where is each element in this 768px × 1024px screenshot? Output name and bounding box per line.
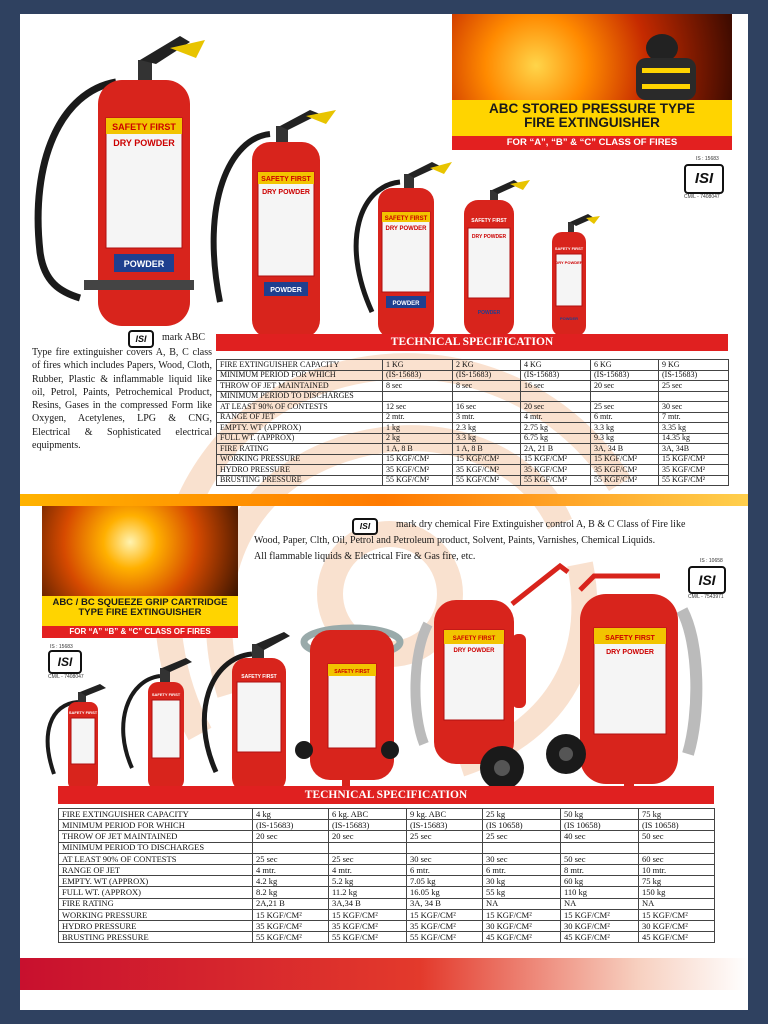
spec-cell: 30 KGF/CM²: [483, 920, 561, 931]
spec-cell: 55 kg: [483, 887, 561, 898]
top-spec-heading: TECHNICAL SPECIFICATION: [216, 334, 728, 351]
spec-cell: 4 kg: [253, 809, 329, 820]
spec-row: [59, 909, 715, 920]
spec-cell: 35 KGF/CM²: [383, 465, 453, 476]
spec-cell: 55 KGF/CM²: [253, 932, 329, 943]
spec-row-label: FIRE RATING: [217, 444, 383, 455]
spec-cell: 9.3 kg: [591, 433, 659, 444]
spec-cell: 15 KGF/CM²: [383, 454, 453, 465]
spec-cell: 45 KGF/CM²: [639, 932, 715, 943]
spec-row-label: RANGE OF JET: [59, 864, 253, 875]
spec-cell: 15 KGF/CM²: [453, 454, 521, 465]
spec-row-label: FULL WT. (APPROX): [217, 433, 383, 444]
bottom-banner-subtitle: FOR “A” “B” & “C” CLASS OF FIRES: [42, 626, 238, 638]
spec-row: [59, 920, 715, 931]
p1-brand: SAFETY FIRST: [261, 176, 311, 183]
spec-cell: 2.75 kg: [521, 423, 591, 434]
spec-row: [217, 360, 729, 371]
spec-row: [217, 381, 729, 392]
spec-cell: 15 KGF/CM²: [659, 454, 729, 465]
spec-cell: 4 mtr.: [521, 412, 591, 423]
spec-cell: 11.2 kg: [329, 887, 407, 898]
isi-mark-icon: ISI: [48, 650, 82, 674]
spec-cell: 25 sec: [659, 381, 729, 392]
footer-bar: [20, 958, 748, 990]
spec-row: [59, 831, 715, 842]
p2-band: POWDER: [392, 301, 420, 307]
spec-cell: 15 KGF/CM²: [591, 454, 659, 465]
spec-row-label: MINIMUM PERIOD TO DISCHARGES: [217, 391, 383, 402]
spec-cell: 3.3 kg: [453, 433, 521, 444]
spec-row: [217, 402, 729, 413]
spec-cell: 2 mtr.: [383, 412, 453, 423]
spec-cell: 30 sec: [407, 853, 483, 864]
spec-cell: NA: [561, 898, 639, 909]
brochure-page: [20, 14, 748, 1010]
spec-cell: 16.05 kg: [407, 887, 483, 898]
bottom-description-line3: All flammable liquids & Electrical Fire & Gas fire, etc.: [254, 551, 476, 562]
spec-row: [59, 842, 715, 853]
cartridge-extinguisher-4kg: [48, 684, 106, 790]
spec-cell: (IS-15683): [591, 370, 659, 381]
spec-cell: 8.2 kg: [253, 887, 329, 898]
spec-cell: 3.35 kg: [659, 423, 729, 434]
isi-mark-icon: ISI: [684, 164, 724, 194]
spec-row-label: BRUSTING PRESSURE: [217, 475, 383, 486]
cartridge-extinguisher-6kg: [123, 658, 192, 790]
spec-cell: 30 sec: [659, 402, 729, 413]
spec-cell: 50 sec: [639, 831, 715, 842]
spec-cell: 5.2 kg: [329, 876, 407, 887]
spec-row: [217, 433, 729, 444]
bottom-products: [20, 554, 748, 794]
spec-row-label: FULL WT. (APPROX): [59, 887, 253, 898]
spec-cell: 50 sec: [561, 853, 639, 864]
spec-cell: NA: [483, 898, 561, 909]
p4-brand: SAFETY FIRST: [554, 246, 584, 251]
spec-cell: 25 sec: [329, 853, 407, 864]
p1-band: POWDER: [270, 287, 302, 294]
spec-cell: 3A, 34B: [659, 444, 729, 455]
spec-cell: 35 KGF/CM²: [659, 465, 729, 476]
spec-cell: 35 KGF/CM²: [329, 920, 407, 931]
spec-cell: 1 A, 8 B: [453, 444, 521, 455]
spec-row: [59, 887, 715, 898]
spec-cell: NA: [639, 898, 715, 909]
p4-band: POWDER: [560, 316, 578, 321]
spec-cell: 4 mtr.: [253, 864, 329, 875]
spec-cell: 55 KGF/CM²: [521, 475, 591, 486]
spec-cell: 9 KG: [659, 360, 729, 371]
spec-cell: 25 sec: [483, 831, 561, 842]
spec-cell: 4 mtr.: [329, 864, 407, 875]
spec-cell: [329, 842, 407, 853]
spec-cell: 35 KGF/CM²: [407, 920, 483, 931]
spec-cell: 2 KG: [453, 360, 521, 371]
spec-cell: (IS 10658): [483, 820, 561, 831]
top-mark-text: mark ABC: [162, 332, 206, 343]
spec-row-label: AT LEAST 90% OF CONTESTS: [217, 402, 383, 413]
spec-cell: 4.2 kg: [253, 876, 329, 887]
spec-row-label: WORKING PRESSURE: [59, 909, 253, 920]
spec-cell: 15 KGF/CM²: [521, 454, 591, 465]
top-banner-subtitle: FOR “A”, “B” & “C” CLASS OF FIRES: [452, 136, 732, 150]
spec-cell: 30 sec: [483, 853, 561, 864]
spec-cell: 20 sec: [591, 381, 659, 392]
p3-brand: SAFETY FIRST: [471, 218, 507, 224]
spec-row-label: EMPTY. WT (APPROX): [59, 876, 253, 887]
spec-cell: 6 kg. ABC: [329, 809, 407, 820]
spec-cell: 8 sec: [453, 381, 521, 392]
spec-cell: [253, 842, 329, 853]
spec-cell: 110 kg: [561, 887, 639, 898]
trolley-extinguisher-25kg: [295, 628, 400, 792]
spec-row-label: THROW OF JET MAINTAINED: [217, 381, 383, 392]
spec-row: [59, 932, 715, 943]
spec-cell: [561, 842, 639, 853]
spec-cell: 9 kg. ABC: [407, 809, 483, 820]
spec-row: [217, 475, 729, 486]
spec-cell: 30 KGF/CM²: [561, 920, 639, 931]
spec-cell: 1 kg: [383, 423, 453, 434]
bottom-banner-title-line2: TYPE FIRE EXTINGUISHER: [78, 606, 202, 618]
spec-cell: 60 kg: [561, 876, 639, 887]
bottom-banner-title-line1: ABC / BC SQUEEZE GRIP CARTRIDGE: [52, 597, 228, 608]
p4-label: DRY POWDER: [555, 260, 583, 265]
top-spec-table: [216, 359, 729, 486]
p1-label: DRY POWDER: [262, 189, 310, 196]
extinguisher-2kg: [464, 180, 530, 336]
spec-cell: 60 sec: [639, 853, 715, 864]
spec-cell: 45 KGF/CM²: [561, 932, 639, 943]
b4-label: DRY POWDER: [453, 648, 495, 654]
spec-cell: 20 sec: [521, 402, 591, 413]
spec-cell: 15 KGF/CM²: [253, 909, 329, 920]
spec-cell: 75 kg: [639, 876, 715, 887]
spec-cell: [453, 391, 521, 402]
spec-cell: 55 KGF/CM²: [329, 932, 407, 943]
spec-row-label: AT LEAST 90% OF CONTESTS: [59, 853, 253, 864]
p3-band: POWDER: [477, 310, 501, 316]
isi-mark-icon: ISI: [688, 566, 726, 594]
spec-cell: 1 A, 8 B: [383, 444, 453, 455]
spec-cell: 20 sec: [253, 831, 329, 842]
spec-cell: [407, 842, 483, 853]
p3-label: DRY POWDER: [471, 234, 507, 240]
spec-cell: 55 KGF/CM²: [453, 475, 521, 486]
spec-cell: 2A,21 B: [253, 898, 329, 909]
trolley-extinguisher-75kg: [546, 576, 696, 792]
top-is-number: IS : 15683: [696, 156, 719, 162]
spec-cell: 25 sec: [591, 402, 659, 413]
spec-row: [59, 853, 715, 864]
spec-row: [217, 444, 729, 455]
spec-cell: 3A,34 B: [329, 898, 407, 909]
spec-row-label: MINIMUM PERIOD TO DISCHARGES: [59, 842, 253, 853]
spec-row-label: FIRE RATING: [59, 898, 253, 909]
spec-cell: 7 mtr.: [659, 412, 729, 423]
spec-cell: 14.35 kg: [659, 433, 729, 444]
spec-row: [59, 820, 715, 831]
spec-cell: 35 KGF/CM²: [521, 465, 591, 476]
spec-row-label: FIRE EXTINGUISHER CAPACITY: [59, 809, 253, 820]
b5-label: DRY POWDER: [606, 649, 654, 656]
spec-cell: 15 KGF/CM²: [483, 909, 561, 920]
spec-cell: 50 kg: [561, 809, 639, 820]
spec-cell: 15 KGF/CM²: [407, 909, 483, 920]
spec-cell: (IS-15683): [383, 370, 453, 381]
spec-cell: 30 kg: [483, 876, 561, 887]
spec-row: [217, 412, 729, 423]
spec-cell: 16 sec: [521, 381, 591, 392]
spec-cell: 6 KG: [591, 360, 659, 371]
bottom-description-line1: mark dry chemical Fire Extinguisher control A, B & C Class of Fire like: [396, 519, 686, 530]
isi-mark-icon: ISI: [128, 330, 154, 348]
spec-row: [59, 898, 715, 909]
spec-row-label: RANGE OF JET: [217, 412, 383, 423]
spec-row: [217, 423, 729, 434]
spec-cell: 150 kg: [639, 887, 715, 898]
spec-row-label: HYDRO PRESSURE: [59, 920, 253, 931]
spec-cell: 12 sec: [383, 402, 453, 413]
spec-row: [217, 465, 729, 476]
spec-row: [217, 370, 729, 381]
spec-cell: 20 sec: [329, 831, 407, 842]
spec-row-label: BRUSTING PRESSURE: [59, 932, 253, 943]
spec-cell: (IS-15683): [453, 370, 521, 381]
spec-cell: 3.3 kg: [591, 423, 659, 434]
spec-cell: [383, 391, 453, 402]
spec-cell: (IS-15683): [253, 820, 329, 831]
spec-cell: 16 sec: [453, 402, 521, 413]
spec-cell: (IS-15683): [521, 370, 591, 381]
b0-brand: SAFETY FIRST: [68, 710, 98, 715]
spec-cell: 45 KGF/CM²: [483, 932, 561, 943]
spec-cell: 6 mtr.: [407, 864, 483, 875]
spec-cell: 3A, 34 B: [591, 444, 659, 455]
bottom-right-is-number: IS : 10658: [700, 558, 723, 564]
spec-row-label: HYDRO PRESSURE: [217, 465, 383, 476]
spec-cell: 25 sec: [407, 831, 483, 842]
spec-row-label: MINIMUM PERIOD FOR WHICH: [217, 370, 383, 381]
b4-brand: SAFETY FIRST: [452, 636, 496, 642]
spec-cell: 3A, 34 B: [407, 898, 483, 909]
top-description-paragraph: Type fire extinguisher covers A, B, C class of fires which includes Papers, Wood, Cloth, Rubber, Plastic & inflammable liquid like oil, Petrol, Paints, Petrochemical Product, Resins, Gases in the compressed Form like Oxygen, Acetylenes, LPG & CNG, Electrical & Sophisticated electrical equipments.: [32, 347, 212, 452]
bottom-right-cml-number: CM/L - 7543971: [688, 594, 724, 600]
b5-brand: SAFETY FIRST: [605, 635, 655, 642]
spec-cell: (IS-15683): [329, 820, 407, 831]
b1-brand: SAFETY FIRST: [151, 692, 181, 697]
spec-row-label: MINIMUM PERIOD FOR WHICH: [59, 820, 253, 831]
spec-cell: 8 sec: [383, 381, 453, 392]
section-divider: [20, 494, 748, 506]
spec-cell: 30 KGF/CM²: [639, 920, 715, 931]
spec-cell: 4 KG: [521, 360, 591, 371]
firefighter-figure: [602, 20, 722, 100]
bottom-left-cml-number: CM/L - 7408047: [48, 674, 84, 680]
cartridge-extinguisher-9kg: [204, 632, 290, 792]
p0-brand: SAFETY FIRST: [112, 122, 176, 132]
spec-cell: 25 kg: [483, 809, 561, 820]
spec-cell: 35 KGF/CM²: [253, 920, 329, 931]
spec-cell: 8 mtr.: [561, 864, 639, 875]
top-banner-title-line1: ABC STORED PRESSURE TYPE: [488, 101, 696, 116]
spec-row: [59, 864, 715, 875]
spec-row: [59, 809, 715, 820]
spec-row: [217, 391, 729, 402]
spec-row-label: THROW OF JET MAINTAINED: [59, 831, 253, 842]
spec-cell: 40 sec: [561, 831, 639, 842]
p0-band: POWDER: [123, 259, 165, 269]
spec-cell: [521, 391, 591, 402]
spec-cell: 2.3 kg: [453, 423, 521, 434]
spec-cell: 7.05 kg: [407, 876, 483, 887]
spec-cell: (IS 10658): [561, 820, 639, 831]
spec-cell: 6 mtr.: [591, 412, 659, 423]
p2-brand: SAFETY FIRST: [384, 216, 428, 222]
spec-row-label: WORKING PRESSURE: [217, 454, 383, 465]
spec-cell: (IS-15683): [659, 370, 729, 381]
spec-cell: 25 sec: [253, 853, 329, 864]
top-cml-number: CM/L - 7408047: [684, 194, 720, 200]
spec-cell: 1 KG: [383, 360, 453, 371]
spec-cell: 55 KGF/CM²: [383, 475, 453, 486]
spec-cell: [639, 842, 715, 853]
spec-cell: 2A, 21 B: [521, 444, 591, 455]
spec-row: [59, 876, 715, 887]
spec-cell: 75 kg: [639, 809, 715, 820]
b2-brand: SAFETY FIRST: [241, 674, 277, 680]
spec-cell: 6.75 kg: [521, 433, 591, 444]
spec-cell: 15 KGF/CM²: [329, 909, 407, 920]
spec-row-label: FIRE EXTINGUISHER CAPACITY: [217, 360, 383, 371]
extinguisher-9kg: [38, 36, 205, 326]
spec-cell: 3 mtr.: [453, 412, 521, 423]
top-products: [20, 22, 620, 340]
spec-cell: 55 KGF/CM²: [659, 475, 729, 486]
spec-cell: 35 KGF/CM²: [591, 465, 659, 476]
extinguisher-1kg: [552, 214, 600, 336]
spec-cell: 55 KGF/CM²: [407, 932, 483, 943]
spec-cell: [591, 391, 659, 402]
trolley-extinguisher-50kg: [415, 566, 568, 790]
spec-cell: 15 KGF/CM²: [561, 909, 639, 920]
spec-cell: 2 kg: [383, 433, 453, 444]
spec-cell: 10 mtr.: [639, 864, 715, 875]
isi-mark-icon: ISI: [352, 518, 378, 535]
bottom-left-is-number: IS : 15683: [50, 644, 73, 650]
bottom-description-line2: Wood, Paper, Clth, Oil, Petrol and Petroleum product, Solvent, Paints, Varnishes, Chemical Liquids.: [254, 535, 656, 546]
spec-cell: 55 KGF/CM²: [591, 475, 659, 486]
bottom-spec-heading: TECHNICAL SPECIFICATION: [58, 786, 714, 804]
extinguisher-4kg: [356, 162, 452, 338]
spec-row-label: EMPTY. WT (APPROX): [217, 423, 383, 434]
b3-brand: SAFETY FIRST: [334, 669, 370, 675]
spec-cell: 6 mtr.: [483, 864, 561, 875]
spec-cell: 15 KGF/CM²: [639, 909, 715, 920]
bottom-spec-table: [58, 808, 715, 943]
spec-cell: (IS 10658): [639, 820, 715, 831]
top-banner-title-line2: FIRE EXTINGUISHER: [524, 115, 660, 131]
spec-cell: 35 KGF/CM²: [453, 465, 521, 476]
spec-cell: [483, 842, 561, 853]
spec-cell: [659, 391, 729, 402]
p2-label: DRY POWDER: [385, 226, 427, 232]
p0-label: DRY POWDER: [113, 138, 175, 148]
spec-cell: (IS-15683): [407, 820, 483, 831]
spec-row: [217, 454, 729, 465]
extinguisher-6kg: [214, 110, 336, 338]
